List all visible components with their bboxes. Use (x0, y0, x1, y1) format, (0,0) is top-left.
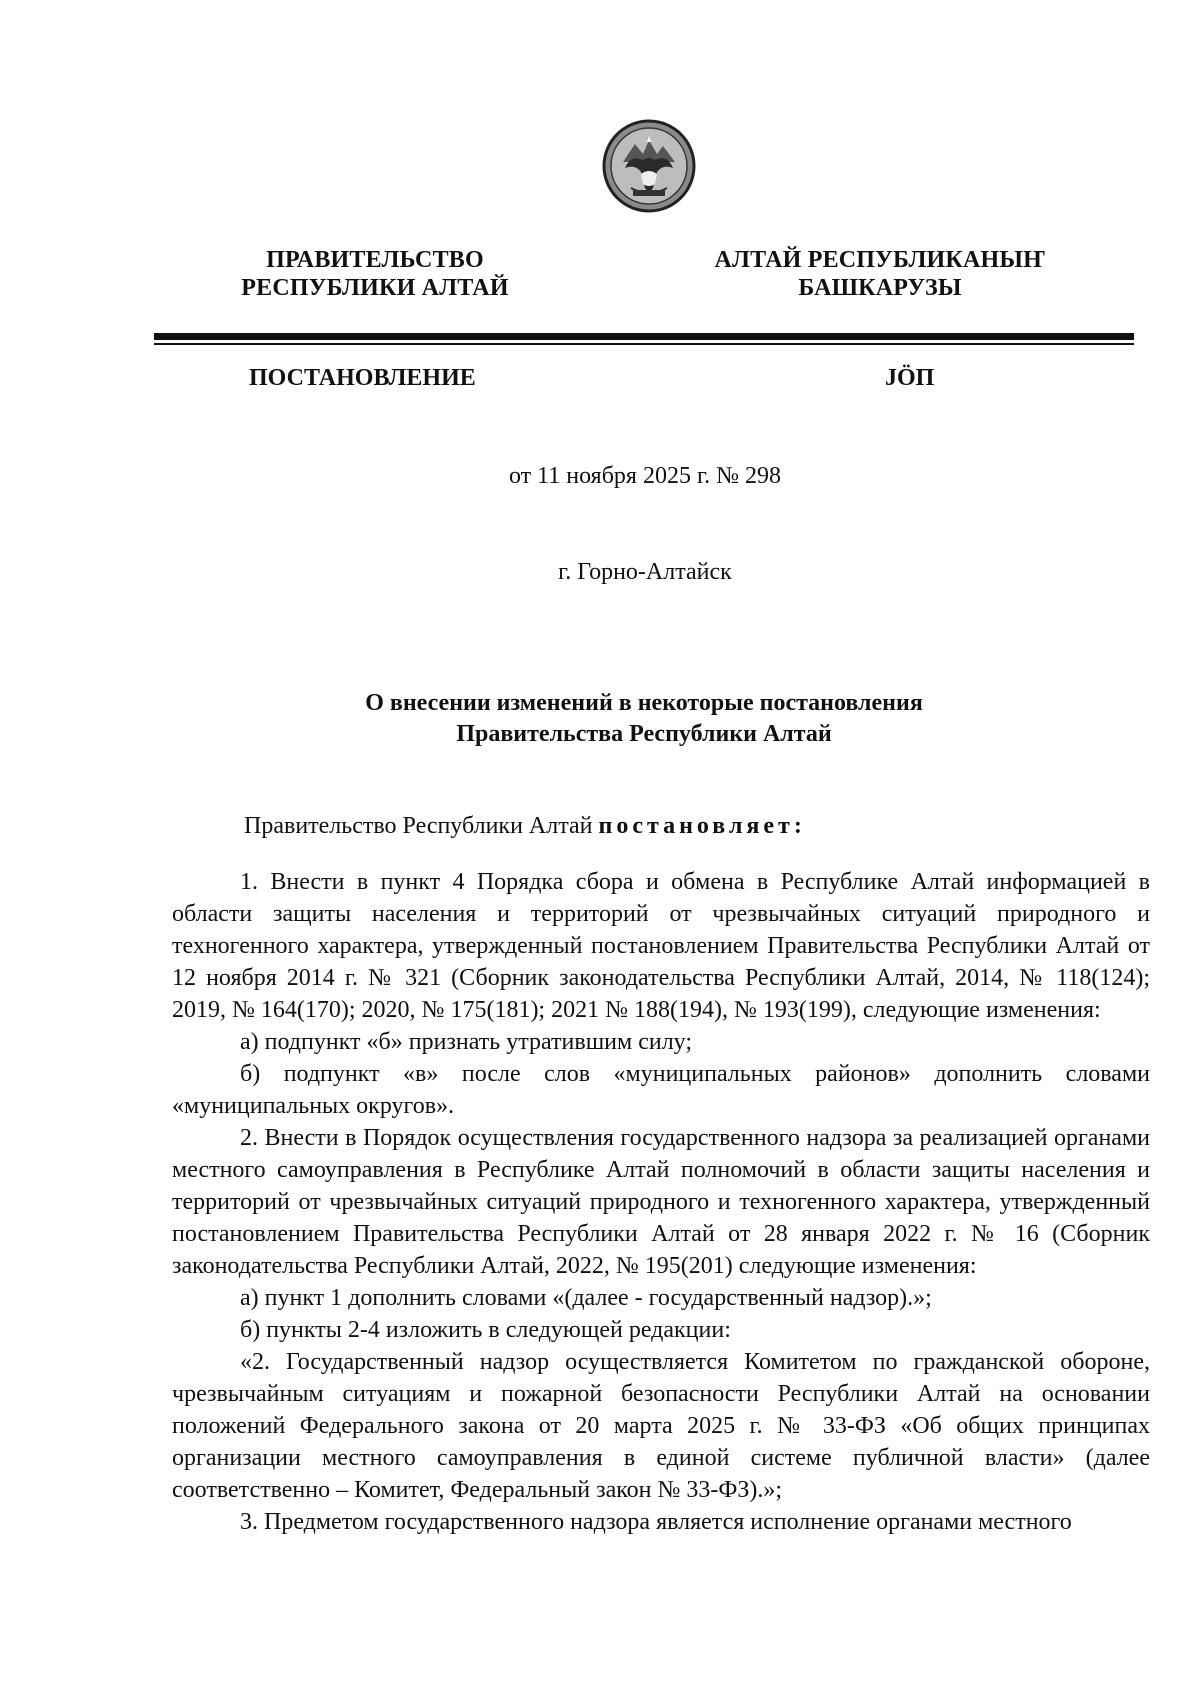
resolution-verb: постановляет: (598, 813, 806, 839)
paragraph-1a: а) подпункт «б» признать утратившим силу; (240, 1029, 693, 1055)
resolution-prefix: Правительство Республики Алтай (244, 813, 599, 839)
header-divider-thin (154, 343, 1134, 345)
doctype-russian: ПОСТАНОВЛЕНИЕ (249, 365, 476, 391)
org-right-line2: БАШКАРУЗЫ (798, 275, 962, 301)
document-title (154, 688, 1134, 750)
resolution-statement (244, 812, 806, 840)
paragraph-1: 1. Внести в пункт 4 Порядка сбора и обмена в Республике Алтай информацией в области защиты населения и территорий от чрезвычайных ситуаций природного и техногенного характера, утвержденный постановлением Правительства Республики Алтай от 12 ноября 2014 г. № 321 (Сборник законодательства Республики Алтай, 2014, № 118(124); 2019, № 164(170); 2020, № 175(181); 2021 № 188(194), № 193(199), следующие изменения: (172, 869, 1150, 1023)
coat-of-arms-icon (601, 118, 697, 214)
title-line2: Правительства Республики Алтай (456, 721, 832, 747)
paragraph-1b: б) подпункт «в» после слов «муниципальных районов» дополнить словами «муниципальных округов». (172, 1061, 1150, 1119)
document-city: г. Горно-Алтайск (558, 559, 732, 585)
org-left-line1: ПРАВИТЕЛЬСТВО (266, 247, 484, 273)
paragraph-2b-item2: «2. Государственный надзор осуществляется Комитетом по гражданской обороне, чрезвычайным ситуациям и пожарной безопасности Республики Алтай на основании положений Федерального закона от 20 марта 2025 г. № 33-ФЗ «Об общих принципах организации местного самоуправления в единой системе публичной власти» (далее соответственно – Комитет, Федеральный закон № 33-ФЗ).»; (172, 1349, 1150, 1503)
paragraph-2: 2. Внести в Порядок осуществления государственного надзора за реализацией органами местного самоуправления в Республике Алтай полномочий в области защиты населения и территорий от чрезвычайных ситуаций природного и техногенного характера, утвержденный постановлением Правительства Республики Алтай от 28 января 2022 г. № 16 (Сборник законодательства Республики Алтай, 2022, № 195(201) следующие изменения: (172, 1125, 1150, 1279)
title-line1: О внесении изменений в некоторые постановления (365, 690, 923, 716)
document-date-number: от 11 ноября 2025 г. № 298 (509, 463, 781, 489)
paragraph-2b: б) пункты 2-4 изложить в следующей редакции: (240, 1317, 731, 1343)
org-left-line2: РЕСПУБЛИКИ АЛТАЙ (241, 275, 509, 301)
document-body (172, 866, 1150, 1538)
org-name-russian (190, 246, 560, 302)
doctype-altai: JӦП (885, 365, 935, 391)
paragraph-2a: а) пункт 1 дополнить словами «(далее - государственный надзор).»; (240, 1285, 932, 1311)
org-right-line1: АЛТАЙ РЕСПУБЛИКАНЫҤ (714, 247, 1046, 273)
header-divider-thick (154, 333, 1134, 340)
paragraph-2b-item3: 3. Предметом государственного надзора является исполнение органами местного (240, 1509, 1072, 1535)
org-name-altai (700, 246, 1060, 302)
